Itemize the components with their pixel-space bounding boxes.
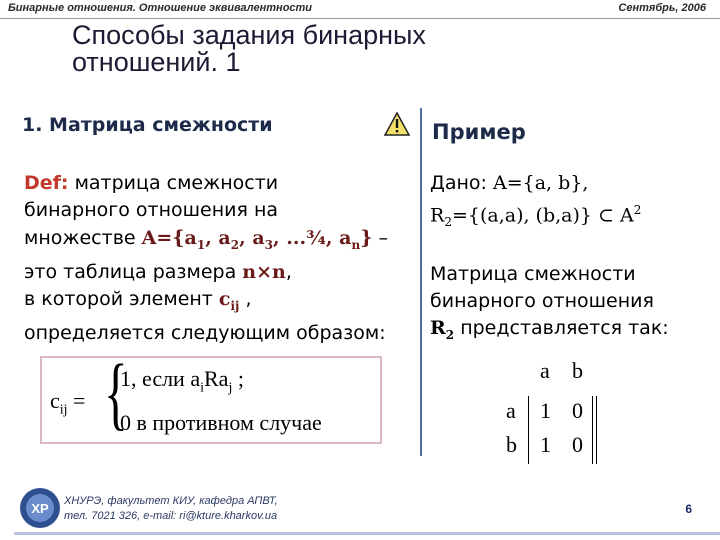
title-line-2: отношений. 1 xyxy=(72,47,241,77)
column-divider xyxy=(420,108,422,456)
matrix-cell: 1 xyxy=(540,432,551,457)
title-line-1: Способы задания бинарных xyxy=(72,20,426,50)
university-logo-icon xyxy=(18,486,62,530)
matrix-cell: 0 xyxy=(572,432,583,457)
example-line-2: $R_2=\{(a,a)$, (b,a)} ⊂ $A^2$ xyxy=(430,203,642,230)
slide-title xyxy=(72,22,592,76)
definition-keyword: Def: xyxy=(24,172,69,194)
matrix-left-bar xyxy=(528,396,529,464)
example-text xyxy=(430,170,720,349)
slide-header xyxy=(0,0,720,19)
matrix-row-label: a xyxy=(506,398,516,423)
example-line-1: Дано: A={a, b}, xyxy=(430,172,589,194)
matrix-cell: 0 xyxy=(572,398,583,423)
page-number: 6 xyxy=(685,502,692,516)
header-left-text: Бинарные отношения. Отношение эквивалентности xyxy=(8,2,313,14)
footer-contact xyxy=(64,494,278,524)
definition-line-4: это таблица размера n×n, xyxy=(24,260,292,283)
section-heading: 1. Матрица смежности xyxy=(22,114,273,136)
formula-case-2: 0 в противном случае xyxy=(120,410,322,435)
example-heading: Пример xyxy=(432,120,526,144)
matrix-row-label: b xyxy=(506,432,517,457)
formula-lhs: $c_{ij}$ = xyxy=(50,388,86,418)
footer-line-2: тел. 7021 326, e-mail: ri@kture.kharkov.ua xyxy=(64,510,278,522)
matrix-col-label: a xyxy=(540,358,550,383)
matrix-cell: 1 xyxy=(540,398,551,423)
formula-brace: { xyxy=(104,347,128,438)
header-right-date: Сентябрь, 2006 xyxy=(618,2,706,14)
definition-line-3: множестве $A=\{a_1$, $a_2$, $a_3$, ...¾, $a_n$} – xyxy=(24,226,388,252)
svg-text:ХР: ХР xyxy=(31,501,49,516)
formula-case-1: 1, если $a_iRa_j$ ; xyxy=(120,366,244,396)
definition-line-1: матрица смежности xyxy=(68,172,279,194)
definition-line-5: в которой элемент $c_{ij}$ , xyxy=(24,287,252,313)
definition-line-6: определяется следующим образом: xyxy=(24,322,386,345)
footer-bar xyxy=(14,532,720,535)
matrix-right-bar-2 xyxy=(596,396,597,464)
warning-triangle-icon xyxy=(384,112,410,136)
definition-line-2: бинарного отношения на xyxy=(24,199,279,222)
footer-line-1: ХНУРЭ, факультет КИУ, кафедра АПВТ, xyxy=(64,495,278,507)
matrix-right-bar xyxy=(592,396,593,464)
matrix-col-label: b xyxy=(572,358,583,383)
example-line-5: $R_2$ представляется так: xyxy=(430,317,669,343)
adjacency-matrix xyxy=(500,358,610,468)
example-line-3: Матрица смежности xyxy=(430,262,636,285)
adjacency-formula-box xyxy=(40,347,382,444)
example-line-4: бинарного отношения xyxy=(430,290,654,313)
definition-text xyxy=(24,170,419,347)
